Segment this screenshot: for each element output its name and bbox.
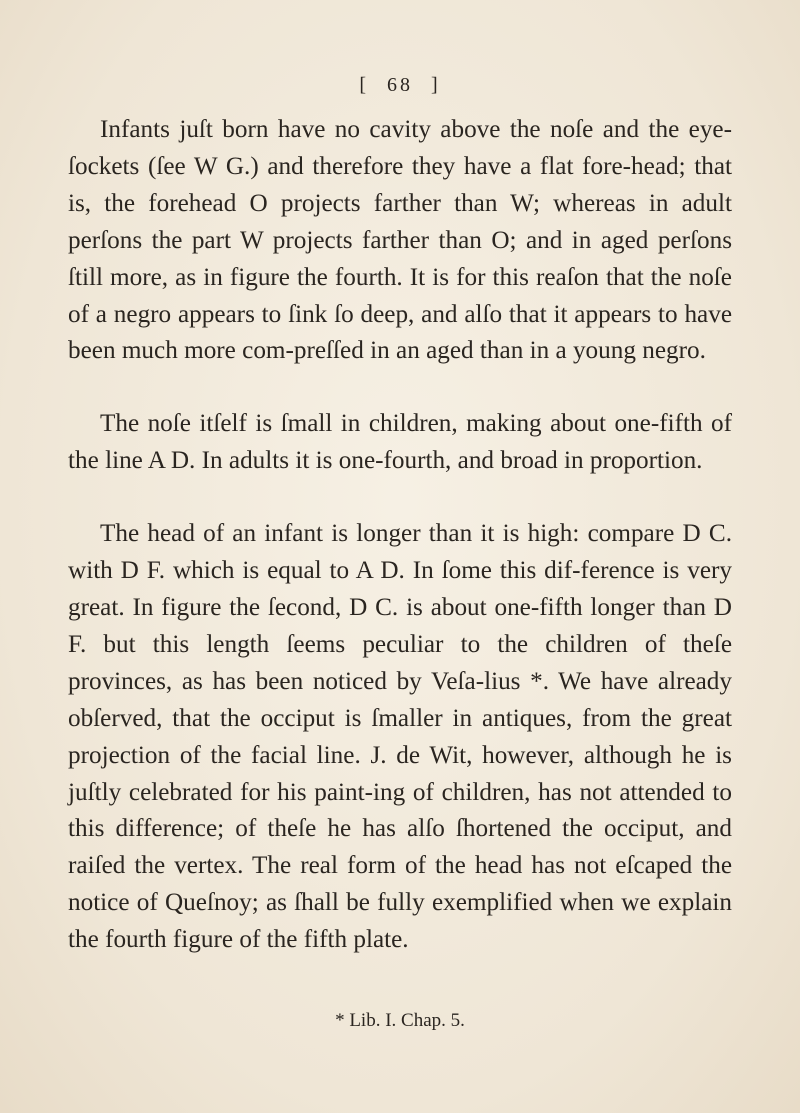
footnote: * Lib. I. Chap. 5. — [335, 1010, 465, 1031]
page-number-header: [ 68 ] — [359, 74, 441, 96]
body-text — [68, 112, 732, 959]
paragraph-3: The head of an infant is longer than it is high: compare D C. with D F. which is equal to A D. In ſome this dif-ference is very great. In figure the ſecond, D C. is about one-fifth longer than D F. but this length ſeems peculiar to the children of theſe provinces, as has been noticed by Veſa-lius *. We have already obſerved, that the occiput is ſmaller in antiques, from the great projection of the facial line. J. de Wit, however, although he is juſtly celebrated for his paint-ing of children, has not attended to this difference; of theſe he has alſo ſhortened the occiput, and raiſed the vertex. The real form of the head has not eſcaped the notice of Queſnoy; as ſhall be fully exemplified when we explain the fourth figure of the fifth plate. — [68, 520, 732, 954]
paragraph-2: The noſe itſelf is ſmall in children, making about one-fifth of the line A D. In adults it is one-fourth, and broad in proportion. — [68, 410, 732, 475]
paragraph-1: Infants juſt born have no cavity above the noſe and the eye-ſockets (ſee W G.) and therefore they have a flat fore-head; that is, the forehead O projects farther than W; whereas in adult perſons the part W projects farther than O; and in aged perſons ſtill more, as in figure the fourth. It is for this reaſon that the noſe of a negro appears to ſink ſo deep, and alſo that it appears to have been much more com-preſſed in an aged than in a young negro. — [68, 116, 732, 365]
